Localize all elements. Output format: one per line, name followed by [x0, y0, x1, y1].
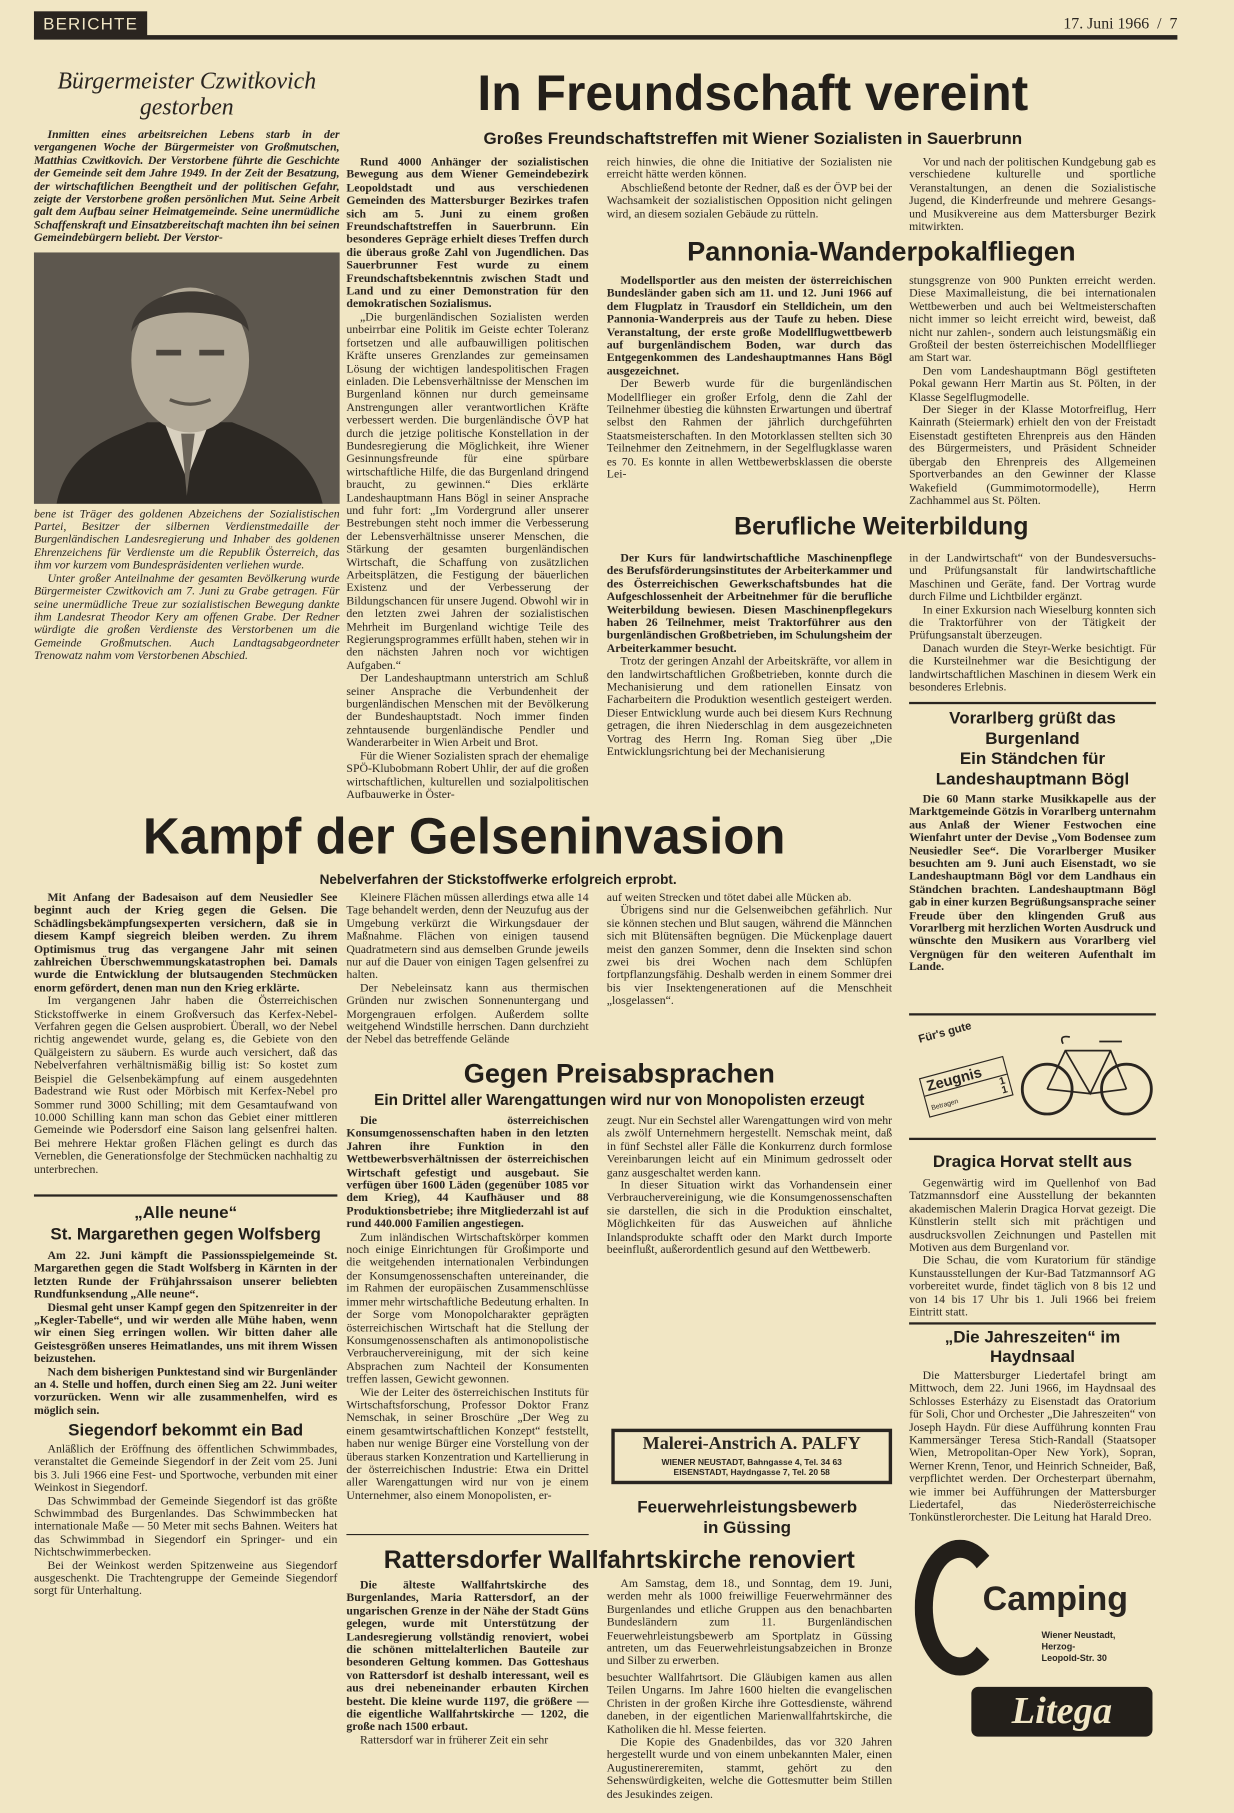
divider	[909, 702, 1156, 704]
paragraph: Mit Anfang der Badesaison auf dem Neusiedler See beginnt auch der Krieg gegen die Gelsen. Die Schädlingsbekämpfungsexperten versichern, daß sie in diesem Kampf siegreich bleiben werden. Zu ihrem Optimismus trug das vergangene Jahr mit seinen zahlreichen Überschwemmungskatastrophen bei. Damals wurde die Entwicklung der blutsaugenden Stechmücken enorm gefördert, denen man nun den Krieg erklärte.	[33, 892, 338, 995]
page-date	[1019, 16, 1177, 34]
vorarlberg-subtitle: Ein Ständchen für Landeshauptmann Bögl	[935, 749, 1130, 790]
subheadline-preis: Ein Drittel aller Warengattungen wird nur von Monopolisten erzeugt	[374, 1091, 865, 1109]
paragraph: Bei der Weinkost werden Spitzenweine aus Siegendorf ausgeschenkt. Die Trachtengruppe der Gemeinde Siegendorf sorgt für Unterhaltung.	[33, 1559, 338, 1598]
paragraph: Für die Wiener Sozialisten sprach der ehemalige SPÖ-Klubobmann Robert Uhlir, der auf die großen wirtschaftlichen, kulturellen und sozialpolitischen Aufbauwerke in Öster-	[346, 750, 589, 802]
paragraph: stungsgrenze von 900 Punkten erreicht werden. Diese Maximalleistung, die bei internationalen Wettbewerben und auch bei Weltmeisterschaften nicht immer so leicht erreicht wird, beweist, daß nicht nur zahlen-, sondern auch leistungsmäßig ein Großteil der besten österreichischen Modellflieger am Start war.	[909, 275, 1156, 366]
headline-rattersdorf: Rattersdorfer Wallfahrtskirche renoviert	[383, 1545, 855, 1574]
paragraph: Die österreichischen Konsumgenossenschaften haben in den letzten Jahren ihre Funktion in den Wettbewerbsverhältnissen der österreichischen Wirtschaft gefestigt und ausgebaut. Sie verfügen über 1600 Läden (gegenüber 1085 vor dem Krieg), 44 Kaufhäuser und 88 Produktionsbetriebe; ihre Mitgliederzahl ist auf rund 440.000 Familien angestiegen.	[346, 1115, 589, 1231]
divider	[909, 1322, 1156, 1324]
headline-feuerwehr: Feuerwehrleistungsbewerb in Güssing	[637, 1497, 858, 1538]
paragraph: Zum inländischen Wirtschaftskörper kommen noch einige Einrichtungen für Großimporte und die weitgehenden internationalen Verbindungen der Konsumgenossenschaften untereinander, die im Rahmen der europäischen Zusammenschlüsse immer mehr wirtschaftliche Bedeutung erhalten. In der Sorge vom Monopolcharakter geprägten österreichischen Wirtschaft hat die Stellung der Konsumgenossenschaften als antimonopolistische Verbrauchervereinigung, mit der sich keine Absprachen zum Nachteil der Konsumenten treffen lassen, Gewicht gewonnen.	[346, 1231, 589, 1386]
header-rule	[34, 35, 1177, 40]
headline-weiterbildung: Berufliche Weiterbildung	[734, 511, 1029, 541]
paragraph: Die 60 Mann starke Musikkapelle aus der Marktgemeinde Götzis in Vorarlberg unternahm aus Anlaß der Wiener Festwochen eine Wienfahrt unter der Devise „Vom Bodensee zum Neusiedler See“. Die Vorarlberger Musiker besuchten am 9. Juni auch Eisenstadt, wo sie Landeshauptmann Bögl vor dem Landhaus ein Ständchen brachten. Landeshauptmann Bögl gab in einer kurzen Begrüßungsansprache seiner Freude über den klingenden Gruß aus Vorarlberg mit herzlichen Worten Ausdruck und wünschte den Musikern aus Vorarlberg viel Vergnügen für den weiteren Aufenthalt im Lande.	[909, 793, 1156, 974]
bicycle-icon	[1020, 1032, 1154, 1123]
paragraph: Rund 4000 Anhänger der sozialistischen Bewegung aus dem Wiener Gemeindebezirk Leopoldstadt und aus verschiedenen Gemeinden des Mattersburger Bezirkes trafen sich am 5. Juni zu einem großen Freundschaftstreffen in Sauerbrunn. Ein besonderes Gepräge erhielt dieses Treffen durch die überaus große Zahl von Jugendlichen. Das Sauerbrunner Fest wurde zu einem Freundschaftsbekenntnis zwischen Stadt und Land und zu einer Demonstration für den demokratischen Sozialismus.	[346, 156, 589, 311]
paragraph: Nach dem bisherigen Punktestand sind wir Burgenländer an 4. Stelle und hoffen, durch einen Sieg am 22. Juni weiter vorzurücken. Wenn wir alle zusammenhelfen, wird es möglich sein.	[33, 1366, 338, 1418]
paragraph: Die Schau, die vom Kuratorium für ständige Kunstausstellungen der Kur-Bad Tatzmannsorf AG vorbereitet wurde, findet täglich von 8 bis 12 und von 14 bis 17 Uhr bis 1. Juli 1966 bei freiem Eintritt statt.	[909, 1254, 1156, 1319]
headline-vorarlberg	[909, 709, 1156, 791]
pannonia-col-1	[607, 275, 892, 482]
paragraph: Der Landeshauptmann unterstrich am Schluß seiner Ansprache die Verbundenheit der burgenländischen Menschen mit der Bevölkerung der Bundeshauptstadt. Noch immer finden zehntausende burgenländische Pendler und Wanderarbeiter in Wien Arbeit und Brot.	[346, 672, 589, 750]
camping-text: Camping	[982, 1580, 1128, 1618]
paragraph: Der Sieger in der Klasse Motorfreiflug, Herr Kainrath (Steiermark) erhielt den von der Freistadt Eisenstadt gestifteten Ehrenpreis aus den Händen des Bürgermeisters, und Präsident Schneider übergab den Ehrenpreis des Allgemeinen Sportverbandes an den Gewinner der Klasse Wakefield (Gummimotormodelle), Herrn Zachhammel aus St. Pölten.	[909, 404, 1156, 508]
headline-gelsen: Kampf der Gelseninvasion	[142, 807, 786, 865]
paragraph: reich hinwies, die ohne die Initiative der Sozialisten nie erreicht hätte werden können.	[606, 156, 893, 182]
rattersdorf-col-1	[346, 1579, 588, 1747]
freundschaft-col-3	[909, 156, 1156, 233]
portrait-photo	[34, 252, 340, 503]
obituary-article	[34, 68, 340, 663]
vorarlberg-text	[909, 794, 1156, 975]
paragraph: Die älteste Wallfahrtskirche des Burgenlandes, Maria Rattersdorf, an der ungarischen Grenze in der Nähe der Stadt Güns gelegen, wurde mit Unterstützung der Landesregierung vollständig renoviert, wobei die schönen mittelalterlichen Bauteile zur besonderen Geltung kommen. Das Gotteshaus von Rattersdorf ist deshalb interessant, weil es aus drei nebeneinander erbauten Kirchen besteht. Die kleine wurde 1197, die größere — die eigentliche Wallfahrtskirche — 1202, die große nach 1500 erbaut.	[346, 1579, 589, 1734]
weiterbildung-col-2	[909, 552, 1156, 694]
paragraph: Die Mattersburger Liedertafel bringt am Mittwoch, dem 22. Juni 1966, im Haydnsaal des Schlosses Esterházy zu Eisenstadt das Oratorium für Soli, Chor und Orchester „Die Jahreszeiten“ von Joseph Haydn. Für diese Aufführung konnten Frau Kammersänger Teresa Stich-Randall (Staatsoper Wien, Metropolitan-Oper New York), Sopran, Werner Krenn, Tenor, und Heinrich Schneider, Baß, verpflichtet werden. Der Orchesterpart übernahm, wie immer bei Aufführungen der Mattersburger Liedertafel, das Niederösterreichische Tonkünstlerorchester. Die Leitung hat Harald Dreo.	[909, 1369, 1156, 1525]
gelsen-col-2	[346, 892, 588, 1047]
divider	[909, 1013, 1156, 1015]
paragraph: Den vom Landeshauptmann Bögl gestifteten Pokal gewann Herr Martin aus St. Pölten, in der Klasse Segelflugmodelle.	[909, 365, 1156, 404]
preis-col-2	[607, 1115, 892, 1257]
weiterbildung-col-1	[607, 552, 892, 759]
alle-neune-subtitle: St. Margarethen gegen Wolfsberg	[50, 1224, 321, 1245]
camping-street: Herzog-	[1041, 1641, 1076, 1652]
litega-logo: Litega	[971, 1687, 1152, 1737]
paragraph: Diesmal geht unser Kampf gegen den Spitzenreiter in der „Kegler-Tabelle“, und wir werden alle Mühe haben, wenn wir einen Sieg erringen wollen. Wir bitten daher alle Geistesgrößen unseres Heimatlandes, uns mit ihrem Wissen beizustehen.	[33, 1301, 338, 1366]
divider	[909, 1138, 1156, 1140]
headline-pannonia: Pannonia-Wanderpokalfliegen	[687, 236, 1076, 268]
obituary-title: Bürgermeister Czwitkovich gestorben	[57, 66, 317, 121]
headline-jahreszeiten: „Die Jahreszeiten“ im Haydnsaal	[944, 1327, 1121, 1367]
portrait-image	[34, 252, 340, 503]
vorarlberg-title: Vorarlberg grüßt das Burgenland	[949, 708, 1116, 749]
paragraph: Der Nebeleinsatz kann aus thermischen Gründen nur zwischen Sonnenuntergang und Morgengrauen erfolgen. Außerdem sollte weitgehend Windstille herrschen. Dann durchzieht der Nebel das betreffende Gelände	[346, 982, 589, 1047]
palfy-advertisement	[611, 1429, 892, 1484]
paragraph: Inmitten eines arbeitsreichen Lebens starb in der vergangenen Woche der Bürgermeister von Großmutschen, Matthias Czwitkovich. Der Verstorbene führte die Geschichte der Gemeinde seit dem Jahre 1949. In der Zeit der Besatzung, der wirtschaftlichen Beengtheit und der politischen Gefahr, zeigte der Verstorbene großen persönlichen Mut. Seine Arbeit galt dem Aufbau seiner Heimatgemeinde. Seine unermüdliche Schaffenskraft und Einsatzbereitschaft machten ihn bei seinen Gemeindebürgern beliebt. Der Verstor-	[33, 129, 340, 245]
headline-siegendorf: Siegendorf bekommt ein Bad	[68, 1420, 304, 1441]
subheadline-freundschaft: Großes Freundschaftstreffen mit Wiener Sozialisten in Sauerbrunn	[483, 129, 1023, 149]
gelsen-col-1	[34, 892, 337, 1176]
divider	[34, 1194, 337, 1196]
paragraph: In einer Exkursion nach Wieselburg konnten sich die Traktorführer von der Tätigkeit der Prüfungsanstalt überzeugen.	[909, 604, 1156, 643]
camping-city: Wiener Neustadt,	[1041, 1630, 1116, 1641]
headline-freundschaft: In Freundschaft vereint	[477, 65, 1029, 122]
preis-col-1	[346, 1115, 588, 1502]
feuerwehr-text	[607, 1578, 892, 1668]
jahreszeiten-text	[909, 1370, 1156, 1525]
divider	[346, 1534, 588, 1535]
paragraph: Danach wurden die Steyr-Werke besichtigt. Für die Kursteilnehmer war die Besichtigung der landwirtschaftlichen Maschinen in diesem Werk ein besonderes Erlebnis.	[909, 642, 1156, 695]
freundschaft-col-2	[607, 156, 892, 221]
pannonia-col-2	[909, 275, 1156, 507]
paragraph: Abschließend betonte der Redner, daß es der ÖVP bei der Wachsamkeit der sozialistischen Opposition nicht gelingen wird, an diesem sozialen Gebäude zu rütteln.	[606, 182, 893, 221]
paragraph: Der Bewerb wurde für die burgenländischen Modellflieger ein großer Erfolg, denn die Zahl der Teilnehmer übestieg die kühnsten Erwartungen und übertraf selbst den Rahmen der jährlich durchgeführten Staatsmeisterschaften. In den Motorklassen stellten sich 30 Teilnehmer den Zeitnehmern, in der Segelflugklasse waren es 70. Es konnte in allen Wettbewerbsklassen die oberste Lei-	[606, 378, 893, 482]
paragraph: Kleinere Flächen müssen allerdings etwa alle 14 Tage behandelt werden, denn der Neuzufug aus der Umgebung verkürzt die Wirkungsdauer der Maßnahme. Flächen von einigen tausend Quadratmetern sind aus demselben Grunde jeweils nur auf die Dauer von einigen Tagen gelsenfrei zu halten.	[346, 892, 589, 983]
alle-neune-title: „Alle neune“	[134, 1203, 238, 1223]
grade: 1	[997, 1074, 1007, 1087]
paragraph: Die Kopie des Gnadenbildes, das vor 320 Jahren hergestellt wurde und von einem unbekannten Maler, einen Augustinereremiten, stammt, gehört zu den Sehenswürdigkeiten, welche die Gottesmutter beim Stillen des Jesukindes zeigen.	[606, 1736, 893, 1801]
headline-alle-neune	[34, 1202, 337, 1245]
paragraph: auf weiten Strecken und tötet dabei alle Mücken ab.	[606, 892, 852, 905]
obituary-text-top	[34, 129, 340, 245]
report-card	[919, 1056, 1014, 1118]
gelsen-col-3	[607, 892, 892, 1008]
ad-address-2: EISENSTADT, Haydngasse 7, Tel. 20 58	[673, 1467, 830, 1478]
paragraph: zeugt. Nur ein Sechstel aller Warengattungen wird von mehr als zwölf Unternehmern hergestellt. Nemschak meint, daß in fünf Sechstel aller Fälle die Konkurrenz durch formlose Vereinbarungen leicht auf ein Minimum gedrosselt oder ganz ausgeschaltet werden kann.	[606, 1115, 893, 1180]
paragraph: Der Kurs für landwirtschaftliche Maschinenpflege des Berufsförderungsinstitutes der Arbeiterkammer und des Österreichischen Gewerkschaftsbundes hat die Aufgeschlossenheit der Arbeitnehmer für die berufliche Weiterbildung bewiesen. Diesen Maschinenpflegekurs haben 26 Teilnehmer, meist Traktorführer aus den burgenländischen Großbetrieben, im Schulungsheim der Arbeiterkammer besucht.	[606, 552, 893, 656]
conduct-label: Betragen	[930, 1098, 960, 1113]
paragraph: Das Schwimmbad der Gemeinde Siegendorf ist das größte Schwimmbad des Burgenlandes. Das Schwimmbecken hat internationale Maße — 50 Meter mit sechs Bahnen. Weiters hat das Schwimmbad in Siegendorf ein Springer- und ein Nichtschwimmerbecken.	[33, 1495, 338, 1560]
headline-preis: Gegen Preisabsprachen	[463, 1058, 775, 1090]
paragraph: Am 22. Juni kämpft die Passionsspielgemeinde St. Margarethen gegen die Stadt Wolfsberg in Kärnten in der letzten Runde der Frühjahrssaison unserer beliebten Rundfunksendung „Alle neune“.	[33, 1249, 338, 1302]
paragraph: Unter großer Anteilnahme der gesamten Bevölkerung wurde Bürgermeister Czwitkovich am 7. Juni zu Grabe getragen. Für seine unermüdliche Treue zur sozialistischen Bewegung dankte ihm Landesrat Theodor Kery am offenen Grabe. Der Redner würdigte die großen Verdienste des Verstorbenen um die Gemeinde Großmutschen. Auch Landtagsabgeordneter Trenowatz nahm vom Verstorbenen Abschied.	[33, 572, 340, 663]
bicycle-advertisement	[909, 1017, 1156, 1135]
paragraph: Wie der Leiter des österreichischen Instituts für Wirtschaftsforschung, Professor Doktor Franz Nemschak, in seiner Broschüre „Der Weg zu einem gesamtwirtschaftlichen Konzept“ feststellt, haben nur wenige Bürger eine Vorstellung von der überaus starken Konzentration und Kartellierung in der österreichischen Industrie: Etwa ein Drittel aller Warengattungen wird nur von je einem Unternehmer, also einem Monopolisten, er-	[346, 1386, 589, 1503]
paragraph: Rattersdorf war in früherer Zeit ein sehr	[360, 1734, 549, 1747]
siegendorf-text	[34, 1443, 337, 1598]
camping-advertisement	[915, 1528, 1155, 1749]
freundschaft-col-1	[346, 156, 588, 802]
ad-address-1: WIENER NEUSTADT, Bahngasse 4, Tel. 34 63	[661, 1457, 842, 1468]
obituary-text-bottom	[34, 508, 340, 663]
grade: 1	[1000, 1083, 1009, 1096]
paragraph: Trotz der geringen Anzahl der Arbeitskräfte, vor allem in den landwirtschaftlichen Großbetrieben, konnte durch die Mechanisierung und dem rationellen Einsatz von Facharbeitern die Produktion wesentlich gesteigert werden. Dieser Entwicklung wurde auch bei diesem Kurs Rechnung getragen, die ihren Niederschlag in dem ausgezeichneten Vortrag des Herrn Ing. Roman Sieg über „Die Entwicklungsrichtung bei der Mechanisierung	[606, 655, 893, 759]
separator: /	[1157, 15, 1162, 33]
paragraph: bene ist Träger des goldenen Abzeichens der Sozialistischen Partei, Besitzer der silbernen Verdienstmedaille der Burgenländischen Landesregierung und Inhaber des goldenen Ehrenzeichens für Verdienste um die Republik Österreich, das ihm vor kurzem vom Bundespräsidenten verliehen wurde.	[33, 507, 340, 573]
subheadline-gelsen: Nebelverfahren der Stickstoffwerke erfolgreich erprobt.	[319, 871, 677, 888]
dragica-text	[909, 1177, 1156, 1319]
page-number: 7	[1169, 15, 1178, 33]
paragraph: Anläßlich der Eröffnung des öffentlichen Schwimmbades, veranstaltet die Gemeinde Siegendorf in der Zeit vom 25. Juni bis 3. Juli 1966 eine Fest- und Sportwoche, verbunden mit einer Weinkost in Siegendorf.	[33, 1443, 338, 1495]
paragraph: Am Samstag, dem 18., und Sonntag, dem 19. Juni, werden mehr als 1000 freiwillige Feuerwehrmänner des Burgenlandes und etliche Gruppen aus den benachbarten Bundesländern zum 11. Burgenländischen Feuerwehrleistungsbewerb am Sportplatz in Güssing antreten, um das Feuerwehrleistungsabzeichen in Bronze und Silber zu erwerben.	[606, 1578, 893, 1669]
paragraph: Gegenwärtig wird im Quellenhof von Bad Tatzmannsdorf eine Ausstellung der bekannten akademischen Malerin Dragica Horvat gezeigt. Die Künstlerin stellt sich mit prächtigen und ausdrucksvollen Zeichnungen und Pastellen mit Motiven aus dem Burgenland vor.	[909, 1177, 1156, 1255]
camping-word	[983, 1580, 1128, 1618]
date-text: 17. Juni 1966	[1063, 15, 1150, 33]
section-label: BERICHTE	[34, 11, 147, 38]
paragraph: Modellsportler aus den meisten der österreichischen Bundesländer gaben sich am 11. und 12. Juni 1966 auf dem Flugplatz in Trausdorf ein Stelldichein, um den Pannonia-Wanderpreis aus der Taufe zu heben. Diese Veranstaltung, der erste große Modellflugwettbewerb auf burgenländischem Boden, war durch das Entgegenkommen des Landeshauptmannes Hans Bögl ausgezeichnet.	[606, 275, 893, 378]
report-card-title: Zeugnis	[920, 1057, 1007, 1096]
ad-slogan: Für's gute	[917, 1020, 973, 1047]
ad-company-name: Malerei-Anstrich A. PALFY	[642, 1434, 861, 1454]
paragraph: Im vergangenen Jahr haben die Österreichischen Stickstoffwerke in einem Großversuch das Kerfex-Nebel-Verfahren gegen die Gelsen ausprobiert. Überall, wo der Nebel richtig angewendet wurde, gelang es, die Gebiete von den Quälgeistern zu säubern. Es wurde auch versichert, daß das Nebelverfahren verhältnismäßig billig ist: So kostet zum Beispiel die Gelsenbekämpfung auf einem ausgedehnten Badestrand wie Rust oder Mörbisch mit Kerfex-Nebel pro Sommer rund 3000 Schilling; mit dem Gesamtaufwand von 10.000 Schilling kann man schon das Gebiet einer mittleren Gemeinde wie Podersdorf eine Saison lang gelsenfrei halten. Bei mehrere Hektar großen Flächen gelingt es durch das Verneblen, die Generationsfolge der Stechmücken nachhaltig zu unterbrechen.	[33, 995, 338, 1176]
paragraph: besuchter Wallfahrtsort. Die Gläubigen kamen aus allen Teilen Ungarns. Im Jahre 1600 hielten die evangelischen Christen in der großen Kirche ihre Gottesdienste, während daneben, in der eigentlichen Marienwallfahrtskirche, die Katholiken die hl. Messe feierten.	[606, 1672, 893, 1737]
paragraph: Vor und nach der politischen Kundgebung gab es verschiedene kulturelle und sportliche Veranstaltungen, an denen die Sozialistische Jugend, die Kinderfreunde und mehrere Gesangs- und Musikvereine aus dem Mattersburger Bezirk mitwirkten.	[909, 156, 1156, 234]
rattersdorf-col-2	[607, 1672, 892, 1801]
paragraph: In dieser Situation wirkt das Vorhandensein einer Verbrauchervereinigung, wie die Konsumgenossenschaften sie darstellen, die sich in die Produktion einschaltet, Möglichkeiten für das Ausweichen auf ähnliche Inlandsprodukte schafft oder den Markt durch Importe beeinflußt, außerordentlich gesund auf den Wettbewerb.	[606, 1179, 893, 1257]
paragraph: „Die burgenländischen Sozialisten werden unbeirrbar eine Politik im Geiste echter Toleranz fortsetzen und alle aufbauwilligen politischen Kräfte unseres Grenzlandes zur gemeinsamen Lösung der wichtigen landespolitischen Fragen einladen. Die Lebensverhältnisse der Menschen im Burgenland können nur durch gemeinsame Anstrengungen aller verantwortlichen Kräfte verbessert werden. Die burgenländische ÖVP hat durch die jetzige politische Konstellation in der Bundesregierung die Möglichkeit, ihre Wiener Gesinnungsfreunde für eine spürbare wirtschaftliche Hilfe, die das Burgenland dringend braucht, zu gewinnen.“ Dies erklärte Landeshauptmann Hans Bögl in seiner Ansprache und fuhr fort: „Im Vordergrund aller unserer Bestrebungen steht noch immer die Verbesserung der Lebensverhältnisse unserer Menschen, die Stärkung der gesamten burgenländischen Wirtschaft, die Schaffung von zusätzlichen Arbeitsplätzen, die Festigung der bäuerlichen Existenz und der Verbesserung der Bildungschancen für unsere Jugend. Obwohl wir in den letzten zwei Jahren der sozialistischen Mehrheit im Burgenland wichtige Teile des Regierungsprogrammes erfüllt haben, stehen wir in den nächsten Jahren noch vor wichtigen Aufgaben.“	[346, 311, 589, 673]
paragraph: in der Landwirtschaft“ von der Bundesversuchs- und Prüfungsanstalt für landwirtschaftliche Maschinen und Geräte, fand. Der Vortrag wurde durch Filme und Lichtbilder ergänzt.	[909, 552, 1156, 604]
headline-dragica: Dragica Horvat stellt aus	[932, 1152, 1133, 1172]
alle-neune-text	[34, 1250, 337, 1418]
camping-address	[1042, 1630, 1116, 1664]
paragraph: Übrigens sind nur die Gelsenweibchen gefährlich. Nur sie können stechen und Blut saugen, während die Männchen sich mit Blütensäften begnügen. Die Mückenplage dauert meist den ganzen Sommer, denn die Insekten sind schon zwei bis drei Wochen nach dem Schlüpfen fortpflanzungsfähig. Deshalb werden in einem Sommer drei bis vier Insektengenerationen auf die Menschheit „losgelassen“.	[606, 905, 893, 1008]
camping-street: Leopold-Str. 30	[1041, 1652, 1107, 1664]
